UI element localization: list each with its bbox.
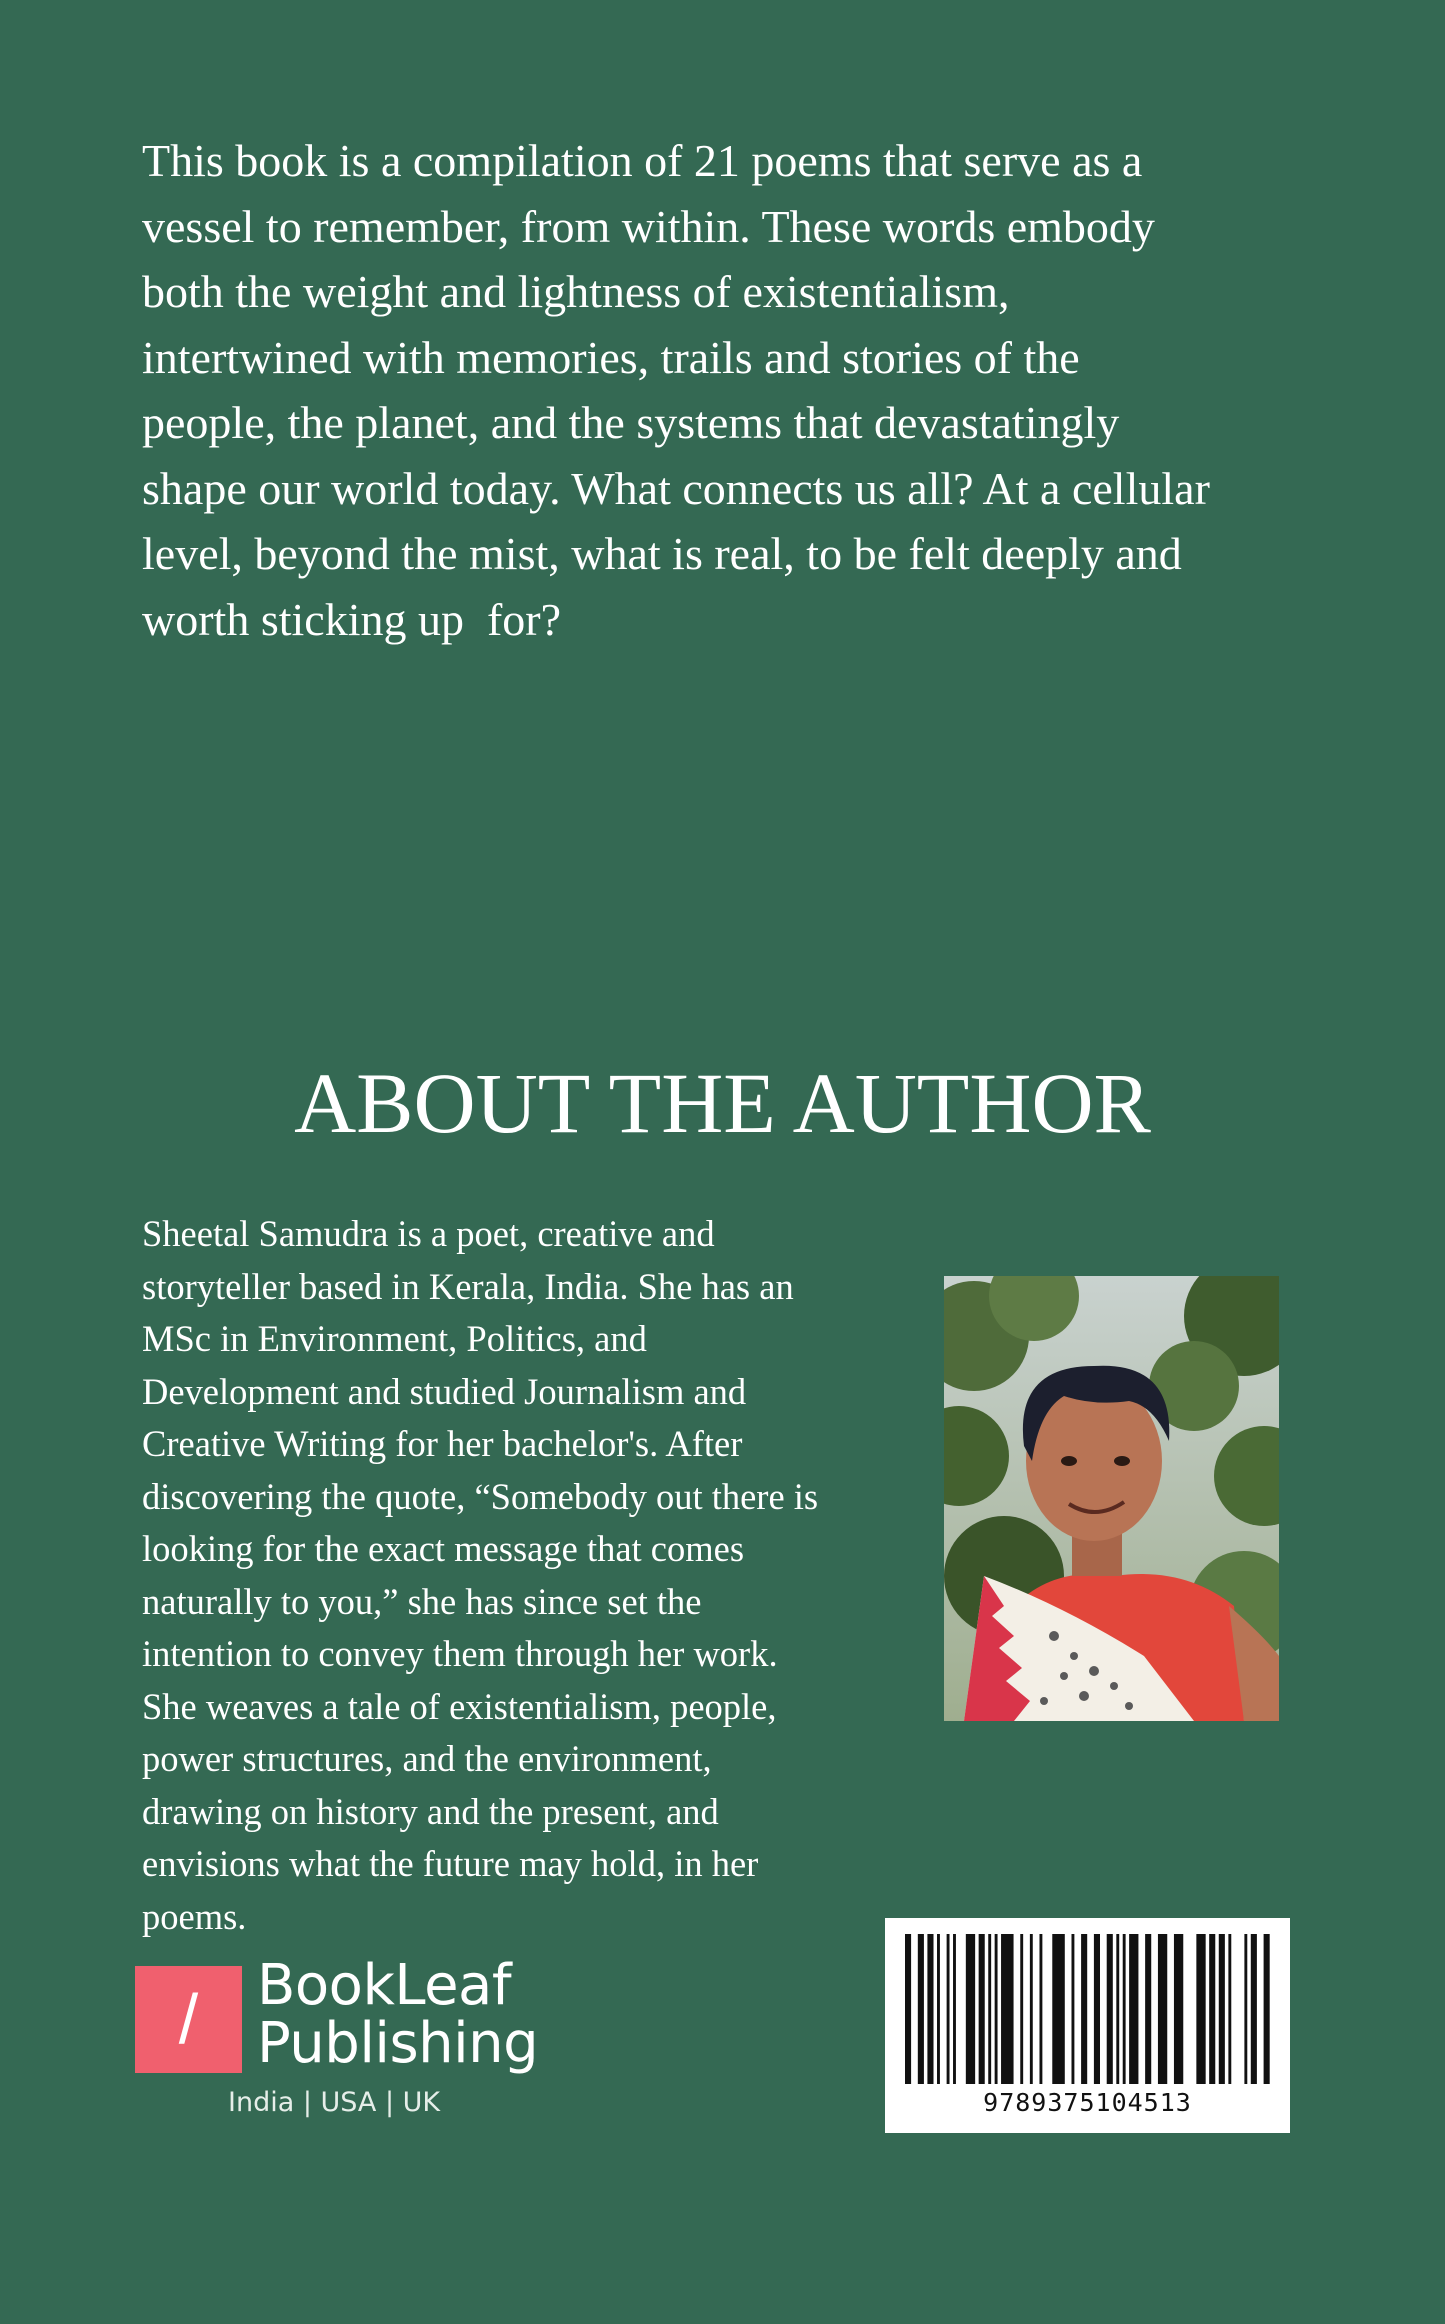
bio-line: power structures, and the environment, <box>142 1738 712 1779</box>
publisher-name-line2: Publishing <box>257 2011 539 2076</box>
barcode-bar <box>1196 1934 1205 2084</box>
barcode-bar <box>1030 1934 1033 2084</box>
book-blurb: This book is a compilation of 21 poems that serve as a vessel to remember, from within. These words embody both the weight and lightness of existentialism, intertwined with memories, trails and stories of the people, the planet, and the systems that devastatingly shape our world today. What connects us all? At a cellular level, beyond the mist, what is real, to be felt deeply and worth sticking up for? <box>142 135 1210 645</box>
barcode-bar <box>918 1934 924 2084</box>
barcode-bar <box>1116 1934 1119 2084</box>
author-photo-illustration <box>944 1276 1279 1721</box>
barcode-bar <box>1209 1934 1215 2084</box>
bio-line: poems. <box>142 1895 247 1937</box>
barcode-bar <box>947 1934 950 2084</box>
about-author-heading: ABOUT THE AUTHOR <box>294 1055 1151 1151</box>
author-photo <box>944 1276 1279 1721</box>
barcode-bar <box>1081 1934 1087 2084</box>
bio-line: envisions what the future may hold, in her <box>142 1843 759 1884</box>
logo-mark: / <box>178 1980 199 2058</box>
barcode-bar <box>1158 1934 1167 2084</box>
barcode-bar <box>1174 1934 1183 2084</box>
barcode-bar <box>1264 1934 1270 2084</box>
bio-line: discovering the quote, “Somebody out there is <box>142 1475 819 1517</box>
barcode-bar <box>937 1934 940 2084</box>
bio-line: naturally to you,” she has since set the <box>142 1580 702 1622</box>
barcode-bar <box>988 1934 991 2084</box>
barcode-bar <box>1039 1934 1042 2084</box>
isbn-number: 9789375104513 <box>983 2088 1192 2117</box>
bio-line: looking for the exact message that comes <box>142 1528 745 1569</box>
barcode-bar <box>1244 1934 1247 2084</box>
barcode-bar <box>1094 1934 1100 2084</box>
bio-line: Creative Writing for her bachelor's. After <box>142 1423 743 1464</box>
bio-line: Sheetal Samudra is a poet, creative and <box>142 1213 715 1254</box>
publisher-logo <box>135 1953 539 2133</box>
barcode-bar <box>1145 1934 1151 2084</box>
barcode-bar <box>995 1934 998 2084</box>
barcode-bar <box>1052 1934 1065 2084</box>
bio-line: She weaves a tale of existentialism, people, <box>142 1685 777 1727</box>
barcode-bar <box>1001 1934 1014 2084</box>
barcode-bar <box>1251 1934 1257 2084</box>
author-bio <box>142 1208 917 1943</box>
barcode-icon <box>905 1934 1270 2084</box>
slash-square-logo-icon <box>135 1966 242 2073</box>
barcode-bar <box>1020 1934 1023 2084</box>
barcode-bar <box>1107 1934 1113 2084</box>
barcode-bar <box>1228 1934 1231 2084</box>
barcode-bar <box>1071 1934 1074 2084</box>
barcode-bar <box>953 1934 956 2084</box>
barcode-bar <box>1129 1934 1138 2084</box>
bio-line: drawing on history and the present, and <box>142 1790 719 1832</box>
barcode-bar <box>927 1934 933 2084</box>
barcode-bar <box>979 1934 985 2084</box>
barcode-bar <box>1219 1934 1225 2084</box>
publisher-name-line1: BookLeaf <box>257 1953 512 2018</box>
publisher-regions: India | USA | UK <box>228 2087 441 2118</box>
barcode-bar <box>905 1934 911 2084</box>
barcode-bar <box>1123 1934 1126 2084</box>
isbn-barcode <box>885 1918 1290 2133</box>
bio-line: intention to convey them through her work. <box>142 1633 778 1674</box>
bio-line: Development and studied Journalism and <box>142 1370 747 1412</box>
bio-line: storyteller based in Kerala, India. She has an <box>142 1265 794 1307</box>
barcode-bar <box>966 1934 975 2084</box>
bio-line: MSc in Environment, Politics, and <box>142 1318 647 1359</box>
